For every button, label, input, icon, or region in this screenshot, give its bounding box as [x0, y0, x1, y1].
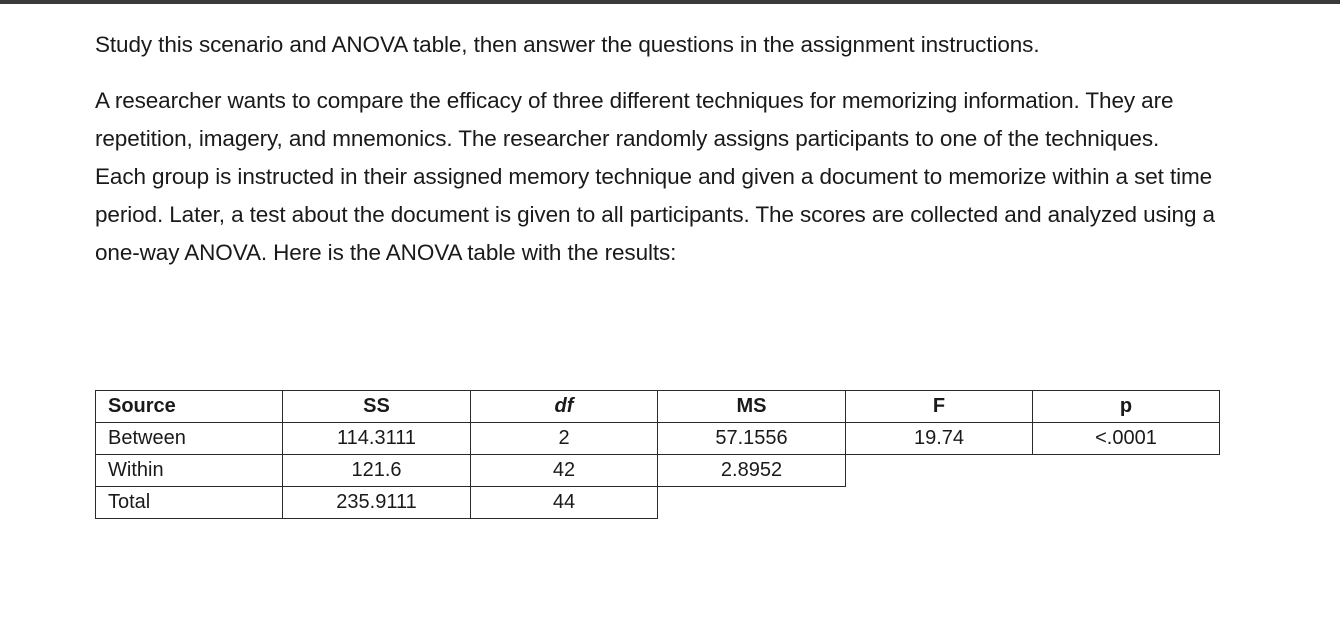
- table-row: [96, 423, 1220, 455]
- cell-ss: 235.9111: [283, 487, 471, 519]
- table-row: [96, 455, 1220, 487]
- cell-p: <.0001: [1033, 423, 1220, 455]
- header-source: Source: [96, 391, 283, 423]
- empty-cell: [846, 487, 1033, 519]
- empty-cell: [846, 455, 1033, 487]
- cell-source: Within: [96, 455, 283, 487]
- anova-table: [95, 390, 1220, 519]
- header-df: df: [471, 391, 658, 423]
- header-ms: MS: [658, 391, 846, 423]
- cell-ss: 114.3111: [283, 423, 471, 455]
- cell-ms: 2.8952: [658, 455, 846, 487]
- cell-df: 2: [471, 423, 658, 455]
- header-p: p: [1033, 391, 1220, 423]
- empty-cell: [1033, 455, 1220, 487]
- cell-f: 19.74: [846, 423, 1033, 455]
- cell-df: 42: [471, 455, 658, 487]
- scenario-paragraph: A researcher wants to compare the efficacy of three different techniques for memorizing information. They are repetition, imagery, and mnemonics. The researcher randomly assigns participants to one of the techniques. Each group is instructed in their assigned memory technique and given a document to memorize within a set time period. Later, a test about the document is given to all participants. The scores are collected and analyzed using a one-way ANOVA. Here is the ANOVA table with the results:: [95, 88, 1215, 265]
- empty-cell: [1033, 487, 1220, 519]
- header-ss: SS: [283, 391, 471, 423]
- table-row: [96, 487, 1220, 519]
- table-header-row: [96, 391, 1220, 423]
- cell-ms: 57.1556: [658, 423, 846, 455]
- cell-source: Between: [96, 423, 283, 455]
- document-body: [95, 30, 1295, 272]
- cell-df: 44: [471, 487, 658, 519]
- empty-cell: [658, 487, 846, 519]
- top-border: [0, 0, 1340, 4]
- header-f: F: [846, 391, 1033, 423]
- instruction-text: Study this scenario and ANOVA table, then answer the questions in the assignment instructions.: [95, 32, 1040, 57]
- cell-ss: 121.6: [283, 455, 471, 487]
- cell-source: Total: [96, 487, 283, 519]
